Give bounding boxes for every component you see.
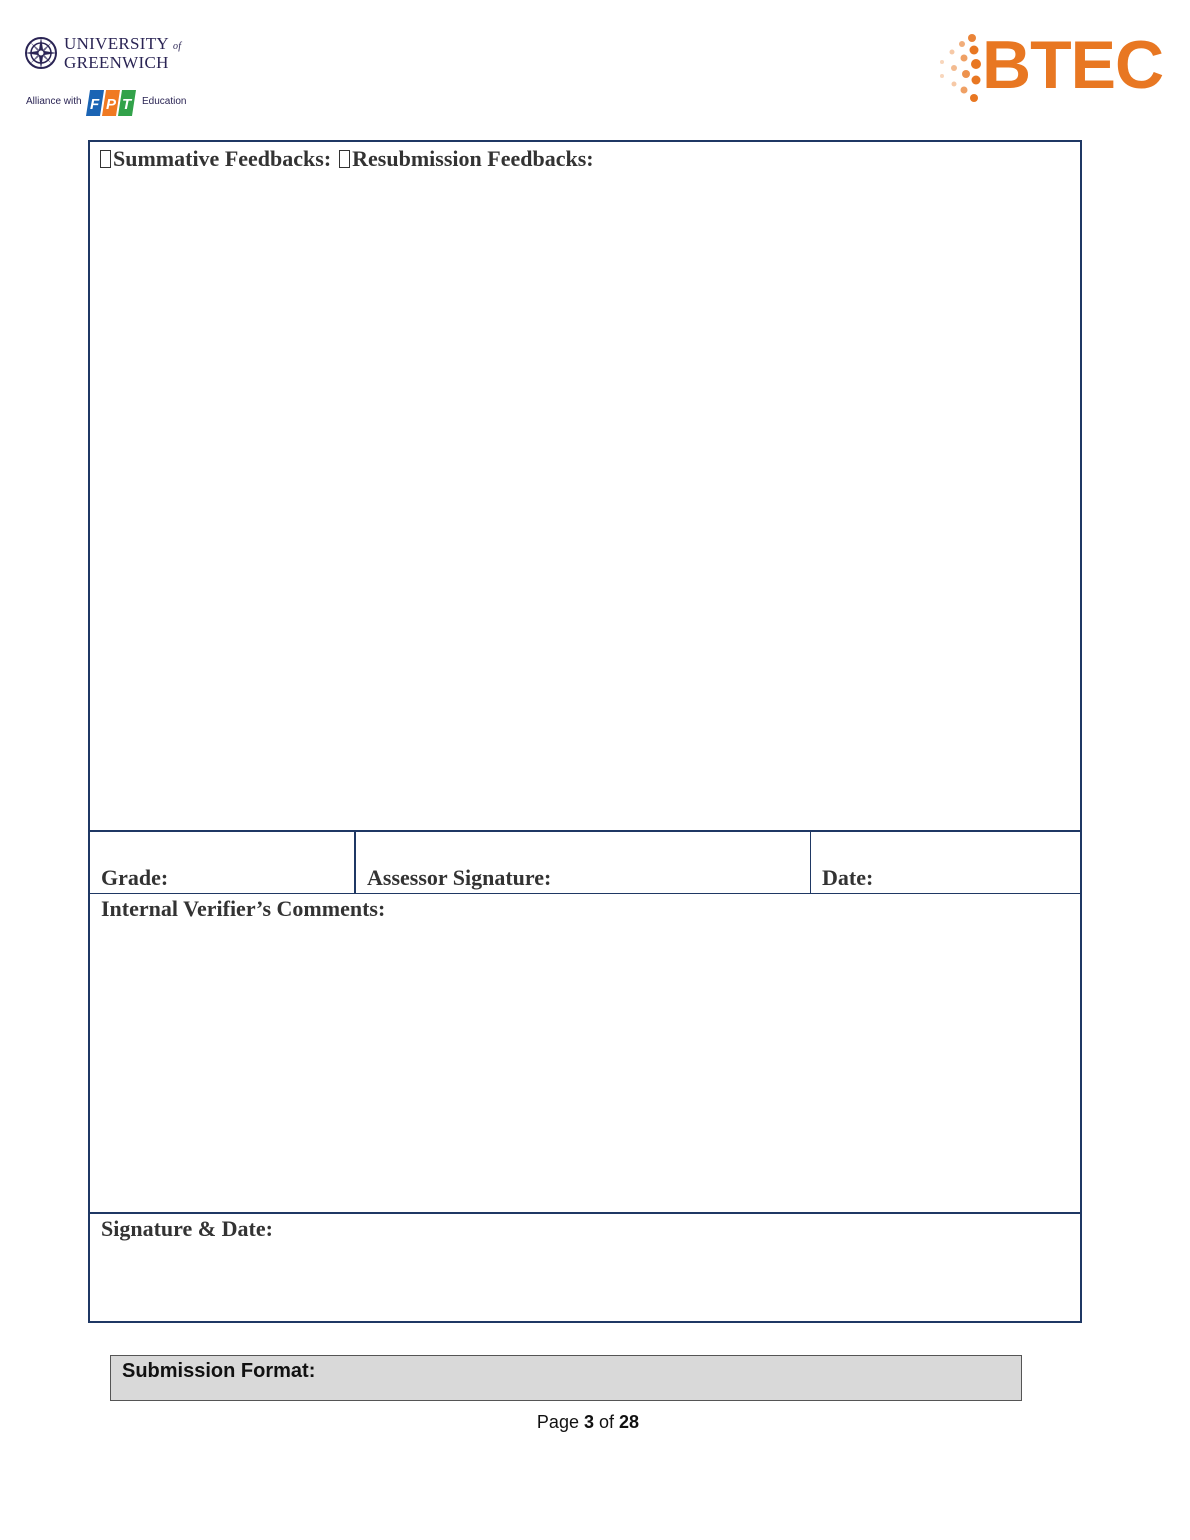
signature-date-cell[interactable] <box>90 1214 1080 1321</box>
university-of: of <box>172 41 182 52</box>
grade-cell[interactable] <box>90 832 356 894</box>
university-line1: UNIVERSITY <box>64 34 169 53</box>
summative-label: Summative Feedbacks: <box>113 146 332 171</box>
total-pages: 28 <box>619 1412 640 1432</box>
page-number <box>0 1412 1190 1433</box>
btec-logo <box>934 27 1170 108</box>
fpt-letter-f: F <box>90 96 100 113</box>
date-label: Date: <box>822 865 874 890</box>
alliance-prefix: Alliance with <box>26 96 82 107</box>
internal-verifier-comments-cell[interactable] <box>90 894 1080 1214</box>
submission-format-box <box>110 1355 1022 1401</box>
fpt-mark-icon <box>86 88 140 118</box>
resubmission-label: Resubmission Feedbacks: <box>352 146 594 171</box>
submission-format-label: Submission Format: <box>122 1360 316 1382</box>
grade-label: Grade: <box>101 865 169 890</box>
university-line2: GREENWICH <box>64 53 169 72</box>
feedback-form-table <box>88 140 1082 1323</box>
compass-rose-icon <box>24 34 58 72</box>
resubmission-checkbox[interactable] <box>339 150 350 168</box>
feedback-header <box>100 146 594 172</box>
signature-date-label: Signature & Date: <box>101 1216 273 1241</box>
btec-wordmark: BTEC <box>982 27 1164 103</box>
alliance-suffix: Education <box>142 96 187 107</box>
page-header <box>0 0 1190 130</box>
of-word: of <box>599 1412 615 1432</box>
current-page: 3 <box>583 1412 594 1432</box>
page-word: Page <box>536 1412 579 1432</box>
date-cell[interactable] <box>811 832 1080 894</box>
summative-checkbox[interactable] <box>100 150 111 168</box>
btec-dots-icon <box>934 32 982 108</box>
university-of-greenwich-logo <box>24 34 194 74</box>
fpt-letter-p: P <box>106 96 117 113</box>
internal-verifier-label: Internal Verifier’s Comments: <box>101 896 386 921</box>
fpt-alliance-logo <box>26 88 196 118</box>
assessor-signature-label: Assessor Signature: <box>367 865 552 890</box>
fpt-letter-t: T <box>122 96 132 113</box>
university-wordmark <box>64 36 181 71</box>
feedback-cell[interactable] <box>90 142 1080 832</box>
assessor-signature-cell[interactable] <box>356 832 811 894</box>
